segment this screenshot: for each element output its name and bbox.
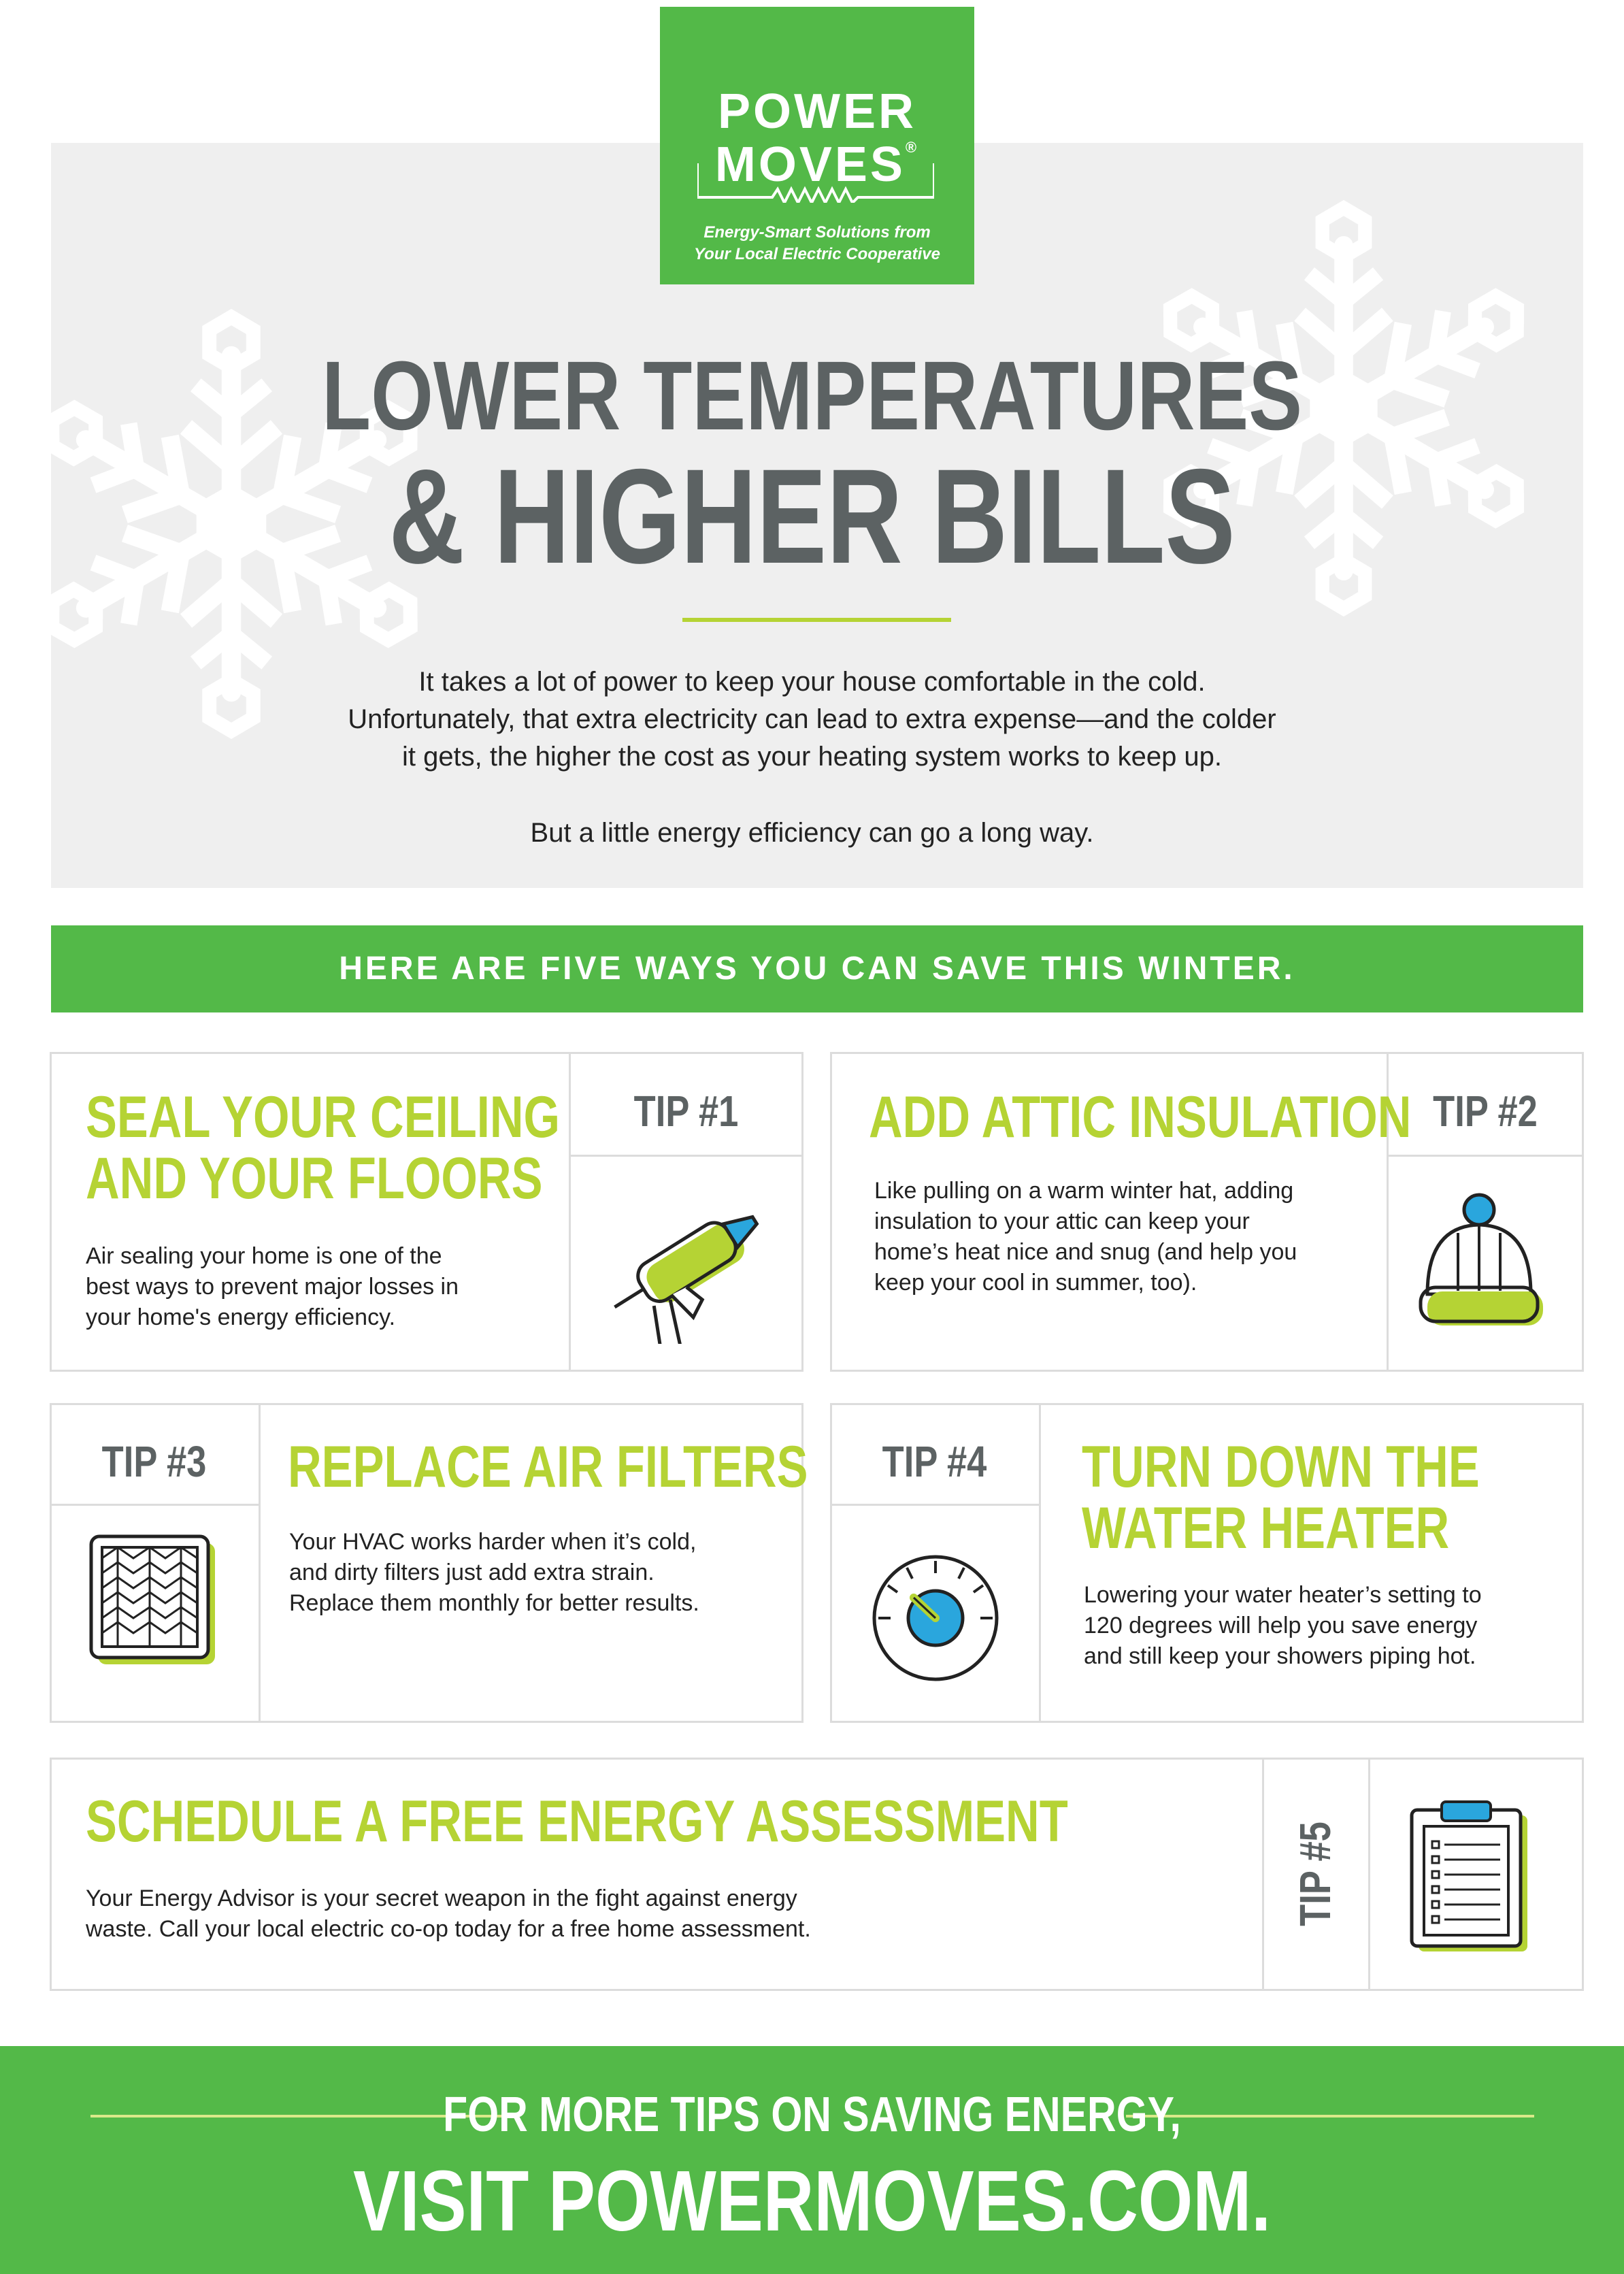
tip-1-desc-line2: best ways to prevent major losses in — [86, 1274, 459, 1300]
intro-line-2: Unfortunately, that extra electricity can lead to extra expense—and the colder — [348, 704, 1276, 734]
tip-3-number: TIP #3 — [101, 1437, 207, 1486]
tip-3-desc-line1: Your HVAC works harder when it’s cold, — [289, 1529, 697, 1555]
logo-tagline: Energy-Smart Solutions from Your Local Electric Cooperative — [694, 223, 940, 263]
tip-5-desc-line2: waste. Call your local electric co-op today for a free home assessment. — [86, 1916, 811, 1942]
tip-2-desc-line2: insulation to your attic can keep your — [874, 1208, 1250, 1234]
divider — [569, 1155, 803, 1157]
divider — [259, 1403, 261, 1723]
footer-line1: FOR MORE TIPS ON SAVING ENERGY, — [443, 2088, 1181, 2142]
caulk-gun-icon — [592, 1194, 782, 1344]
winter-hat-icon — [1407, 1185, 1563, 1342]
tip-4-desc-line3: and still keep your showers piping hot. — [1084, 1643, 1476, 1669]
dial-gauge-icon — [867, 1550, 1004, 1686]
tip-4-desc-line1: Lowering your water heater’s setting to — [1084, 1582, 1482, 1608]
intro-line-3: it gets, the higher the cost as your heating system works to keep up. — [401, 742, 1223, 772]
intro-line-1: It takes a lot of power to keep your house comfortable in the cold. — [418, 667, 1206, 697]
tip-1-desc-line3: your home's energy efficiency. — [86, 1304, 396, 1330]
page-title-line1: LOWER TEMPERATURES — [321, 341, 1302, 450]
tip-1-desc-line1: Air sealing your home is one of the — [86, 1243, 442, 1269]
logo-name-line2: MOVES® — [714, 137, 920, 192]
tip-2-desc-line1: Like pulling on a warm winter hat, adding — [874, 1178, 1294, 1204]
divider — [1039, 1403, 1041, 1723]
tip-2-number: TIP #2 — [1433, 1087, 1538, 1136]
tip-4-title-line2: WATER HEATER — [1082, 1496, 1450, 1561]
five-ways-banner: HERE ARE FIVE WAYS YOU CAN SAVE THIS WINTER. — [51, 925, 1583, 1012]
tip-4-title-line1: TURN DOWN THE — [1082, 1434, 1480, 1500]
tip-4-desc-line2: 120 degrees will help you save energy — [1084, 1613, 1478, 1638]
tip-3-desc-line3: Replace them monthly for better results. — [289, 1590, 699, 1616]
intro-closing: But a little energy efficiency can go a long way. — [530, 818, 1094, 848]
tip-2-title: ADD ATTIC INSULATION — [869, 1085, 1412, 1150]
tip-3-title: REPLACE AIR FILTERS — [288, 1434, 808, 1500]
tip-5-desc-line1: Your Energy Advisor is your secret weapon in the fight against energy — [86, 1885, 797, 1911]
tip-5-title: SCHEDULE A FREE ENERGY ASSESSMENT — [86, 1789, 1068, 1854]
tip-2-desc-line3: home’s heat nice and snug (and help you — [874, 1239, 1297, 1265]
logo-frame-icon — [697, 163, 934, 203]
logo-name-line1: POWER — [717, 84, 916, 139]
footer-visit-link[interactable]: VISIT POWERMOVES.COM. — [352, 2153, 1272, 2249]
tip-2-desc-line4: keep your cool in summer, too). — [874, 1270, 1197, 1296]
clipboard-icon — [1405, 1796, 1541, 1960]
title-divider — [682, 618, 951, 622]
divider — [50, 1504, 259, 1506]
divider — [830, 1504, 1039, 1506]
power-moves-logo — [660, 7, 974, 284]
divider — [1387, 1155, 1584, 1157]
divider — [1262, 1758, 1264, 1991]
tip-1-number: TIP #1 — [633, 1087, 739, 1136]
tip-1-title-line2: AND YOUR FLOORS — [86, 1146, 543, 1211]
tip-1-title-line1: SEAL YOUR CEILING — [86, 1085, 561, 1150]
divider — [1368, 1758, 1370, 1991]
tip-3-desc-line2: and dirty filters just add extra strain. — [289, 1560, 654, 1585]
tip-5-number: TIP #5 — [1291, 1822, 1340, 1926]
divider — [569, 1052, 571, 1372]
tip-4-number: TIP #4 — [882, 1437, 987, 1486]
air-filter-icon — [86, 1531, 222, 1667]
page-title-line2: & HIGHER BILLS — [388, 441, 1236, 591]
